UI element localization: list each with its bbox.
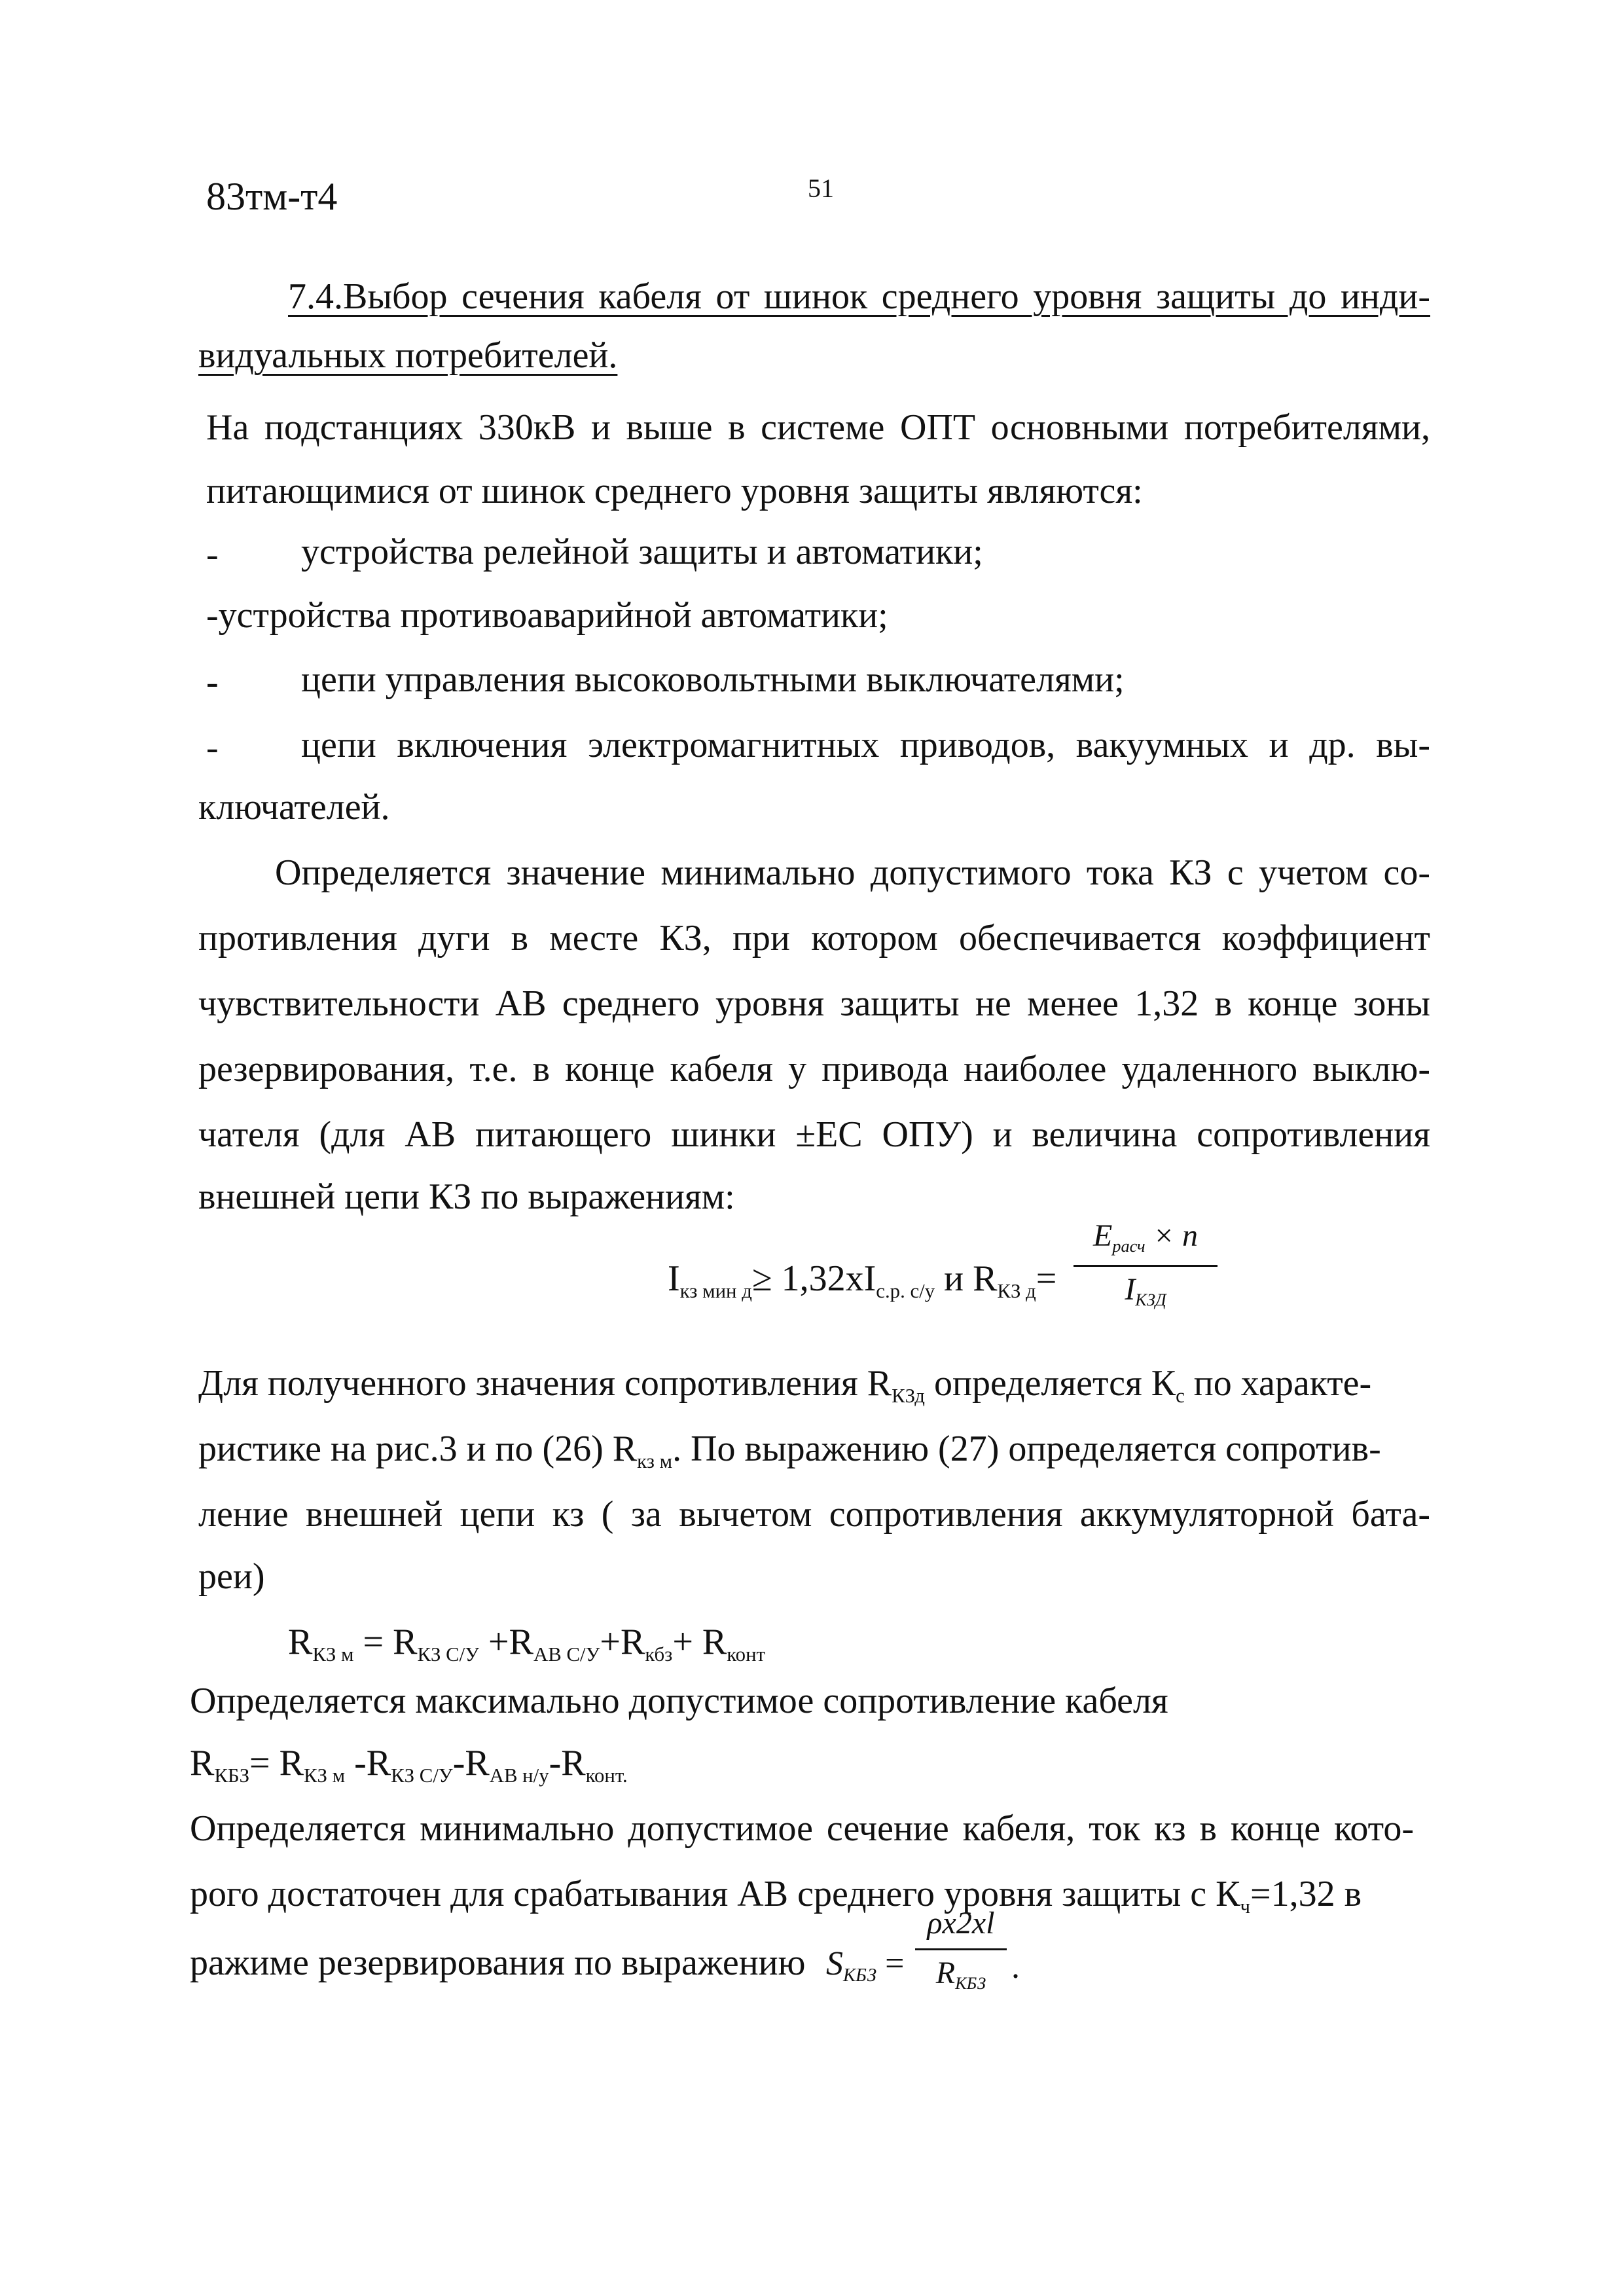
list-item: устройства релейной защиты и автоматики; bbox=[301, 532, 983, 572]
list-bullet: - bbox=[206, 662, 219, 702]
formula-subscript: КЗД bbox=[1135, 1290, 1166, 1310]
formula-term: -R bbox=[345, 1743, 391, 1783]
formula-subscript: с.р. с/у bbox=[876, 1279, 935, 1302]
list-item: цепи включения электромагнитных приводов, вакуумных и др. вы- bbox=[301, 725, 1430, 765]
paragraph-line: Определяется минимально допустимое сечение кабеля, ток кз в конце кото- bbox=[190, 1808, 1414, 1849]
formula-subscript: КБЗ bbox=[843, 1965, 877, 1986]
fraction-denominator bbox=[915, 1955, 1007, 1994]
formula-fraction bbox=[915, 1905, 1007, 2003]
fraction-bar bbox=[915, 1948, 1007, 1950]
text-run: определяется К bbox=[924, 1363, 1176, 1404]
text-run: по характе- bbox=[1184, 1363, 1372, 1404]
formula-subscript: КБЗ bbox=[214, 1764, 250, 1787]
paragraph-line: противления дуги в месте КЗ, при котором обеспечивается коэффициент bbox=[198, 918, 1430, 958]
formula-subscript: ч bbox=[1240, 1895, 1251, 1918]
formula-symbol: E bbox=[1092, 1218, 1113, 1253]
formula-term: + R bbox=[672, 1622, 727, 1662]
paragraph-line bbox=[190, 1876, 1362, 1917]
paragraph-line bbox=[198, 1430, 1381, 1472]
paragraph-line: реи) bbox=[198, 1556, 265, 1597]
formula-cable-resistance bbox=[190, 1745, 628, 1786]
formula-subscript: АВ С/У bbox=[533, 1643, 600, 1666]
formula-symbol: R bbox=[288, 1622, 313, 1662]
formula-term: ≥ 1,32xI bbox=[751, 1258, 876, 1299]
formula-term: +R bbox=[479, 1622, 533, 1662]
fraction-numerator: ρx2xl bbox=[927, 1906, 995, 1941]
list-item: цепи управления высоковольтными выключателями; bbox=[301, 659, 1125, 700]
list-item-cont: ключателей. bbox=[198, 787, 390, 828]
paragraph-line: ражиме резервирования по выражению bbox=[190, 1942, 806, 1983]
formula-resistance-sum bbox=[288, 1624, 765, 1665]
formula-subscript: кбз bbox=[645, 1643, 673, 1666]
formula-subscript: кз м bbox=[637, 1449, 673, 1472]
text-run: Для полученного значения сопротивления R bbox=[198, 1363, 892, 1404]
formula-term: и R bbox=[944, 1258, 998, 1299]
section-heading-cont: видуальных потребителей. bbox=[198, 335, 618, 376]
formula-term: -R bbox=[452, 1743, 490, 1783]
formula-term: = R bbox=[249, 1743, 304, 1783]
paragraph-line: Определяется значение минимально допустимого тока КЗ с учетом со- bbox=[275, 852, 1430, 893]
paragraph-line: резервирования, т.е. в конце кабеля у привода наиболее удаленного выклю- bbox=[198, 1049, 1430, 1089]
text-run: ристике на рис.3 и по (26) R bbox=[198, 1429, 638, 1469]
formula-subscript: КЗ С/У bbox=[391, 1764, 453, 1787]
section-heading: 7.4.Выбор сечения кабеля от шинок среднего уровня защиты до инди- bbox=[288, 276, 1430, 317]
text-run: рого достаточен для срабатывания АВ среднего уровня защиты с К bbox=[190, 1874, 1240, 1914]
formula-subscript: КЗ м bbox=[312, 1643, 354, 1666]
page-number: 51 bbox=[808, 173, 834, 203]
formula-subscript: КЗ С/У bbox=[417, 1643, 480, 1666]
fraction-bar bbox=[1074, 1265, 1218, 1267]
list-bullet: - bbox=[206, 534, 219, 575]
formula-subscript: конт bbox=[727, 1643, 766, 1666]
formula-term: -R bbox=[549, 1743, 586, 1783]
formula-symbol: R bbox=[935, 1956, 956, 1990]
formula-term: = bbox=[1036, 1258, 1057, 1299]
formula-subscript: кз мин д bbox=[679, 1279, 752, 1302]
text-run: . По выражению (27) определяется сопротив- bbox=[672, 1429, 1381, 1469]
fraction-denominator bbox=[1074, 1271, 1218, 1310]
formula-term: × n bbox=[1153, 1218, 1199, 1253]
fraction-numerator bbox=[1074, 1218, 1218, 1256]
formula-cross-section bbox=[826, 1944, 904, 1986]
formula-subscript: с bbox=[1176, 1384, 1185, 1407]
formula-fraction bbox=[1074, 1218, 1218, 1316]
formula-subscript: КЗ м bbox=[303, 1764, 346, 1787]
paragraph-line: чувствительности АВ среднего уровня защиты не менее 1,32 в конце зоны bbox=[198, 983, 1430, 1024]
list-bullet: - bbox=[206, 727, 219, 768]
formula-symbol: I bbox=[1125, 1272, 1136, 1307]
formula-subscript: КЗ д bbox=[997, 1279, 1036, 1302]
formula-subscript: конт. bbox=[585, 1764, 628, 1787]
paragraph-line: ление внешней цепи кз ( за вычетом сопротивления аккумуляторной бата- bbox=[198, 1494, 1430, 1535]
formula-subscript: КЗд bbox=[892, 1384, 925, 1407]
formula-symbol: R bbox=[190, 1743, 215, 1783]
paragraph-line: Определяется максимально допустимое сопротивление кабеля bbox=[190, 1681, 1168, 1721]
list-item: -устройства противоаварийной автоматики; bbox=[206, 595, 888, 636]
text-run: =1,32 в bbox=[1250, 1874, 1362, 1914]
formula-current bbox=[668, 1260, 1056, 1302]
formula-terminator: . bbox=[1011, 1948, 1020, 1986]
formula-subscript: АВ н/у bbox=[489, 1764, 549, 1787]
paragraph-line: внешней цепи КЗ по выражениям: bbox=[198, 1176, 735, 1217]
formula-symbol: I bbox=[668, 1258, 680, 1299]
document-code: 83тм-т4 bbox=[206, 175, 338, 218]
paragraph-line: чателя (для АВ питающего шинки ±ЕС ОПУ) и величина сопротивления bbox=[198, 1114, 1430, 1155]
intro-line: питающимися от шинок среднего уровня защиты являются: bbox=[206, 471, 1143, 511]
intro-line: На подстанциях 330кВ и выше в системе ОПТ основными потребителями, bbox=[206, 407, 1430, 448]
formula-subscript: КБЗ bbox=[955, 1973, 986, 1994]
formula-symbol: S bbox=[826, 1945, 843, 1982]
formula-term: = R bbox=[353, 1622, 418, 1662]
formula-subscript: расч bbox=[1112, 1236, 1146, 1256]
formula-term: = bbox=[885, 1945, 905, 1982]
paragraph-line bbox=[198, 1365, 1430, 1406]
formula-term: +R bbox=[600, 1622, 645, 1662]
